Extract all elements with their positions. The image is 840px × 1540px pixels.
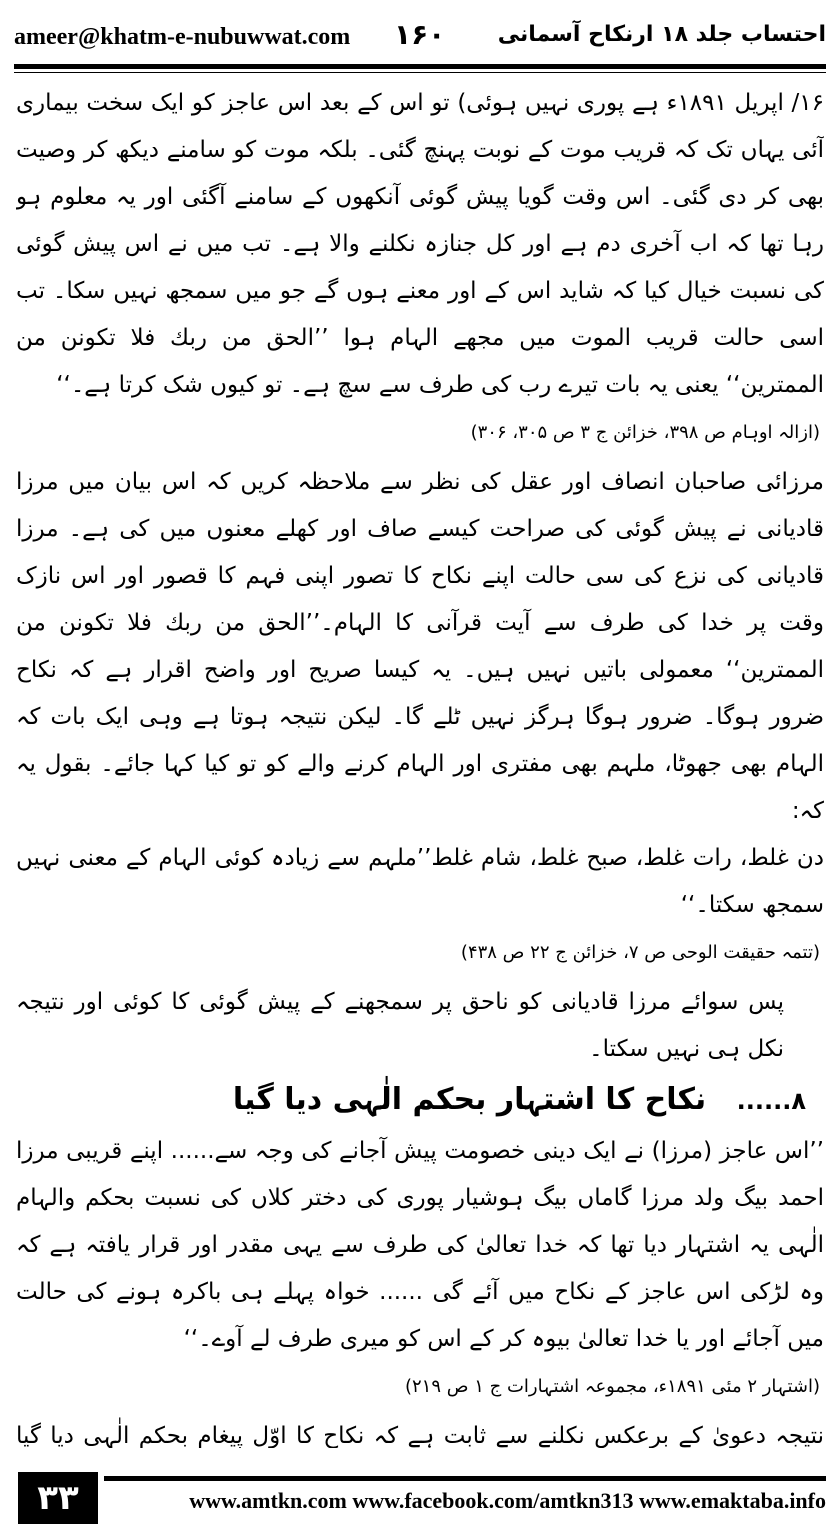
reference-1: (ازالہ اوہام ص ۳۹۸، خزائن ج ۳ ص ۳۰۵، ۳۰۶)	[470, 422, 820, 443]
header-book-title: احتساب جلد ۱۸ ارنکاح آسمانی	[497, 22, 826, 47]
paragraph-3: پس سوائے مرزا قادیانی کو ناحق پر سمجھنے کے پیش گوئی کا کوئی اور نتیجہ نکل ہی نہیں سکتا۔	[16, 989, 784, 1062]
paragraph-2: مرزائی صاحبان انصاف اور عقل کی نظر سے ملاحظہ کریں کہ اس بیان میں مرزا قادیانی نے پیش گوئی کی صراحت کیسے صاف اور کھلے معنوں میں کی ہے۔ مرزا قادیانی کی نزع کی سی حالت اپنے نکاح کا تصور اپنی فہم کا قصور اور اس نازک وقت پر خدا کی طرف سے آیت قرآنی کا الہام۔’’الحق من ربك فلا تكونن من الممترين‘‘ معمولی باتیں نہیں ہیں۔ یہ کیسا صریح اور واضح اقرار ہے کہ نکاح ضرور ہوگا۔ ضرور ہوگا ہرگز نہیں ٹلے گا۔ لیکن نتیجہ ہوتا ہے وہی ایک بات کہ الہام بھی جھوٹا، ملہم بھی مفتری اور الہام کرنے والے کو تو کیا کہا جائے۔ بقول یہ کہ:	[16, 469, 824, 824]
footer-page-number: ۳۳	[18, 1472, 98, 1524]
footer-links: www.amtkn.com www.facebook.com/amtkn313 www.emaktaba.info	[189, 1488, 826, 1513]
header-rule-thin	[14, 72, 826, 73]
section-number: ۸......	[736, 1087, 806, 1115]
reference-3: (اشتہار ۲ مئی ۱۸۹۱ء، مجموعہ اشتہارات ج ۱ ص ۲۱۹)	[404, 1376, 820, 1397]
page-footer	[14, 1462, 826, 1532]
section-heading	[16, 1073, 824, 1128]
section-title: نکاح کا اشتہار بحکم الٰہی دیا گیا	[232, 1082, 707, 1117]
paragraph-5: نتیجہ دعویٰ کے برعکس نکلنے سے ثابت ہے کہ نکاح کا اوّل پیغام بحکم الٰہی دیا گیا	[16, 1423, 824, 1448]
paragraph-4: ’’اس عاجز (مرزا) نے ایک دینی خصومت پیش آجانے کی وجہ سے...... اپنے قریبی مرزا احمد بیگ ولد مرزا گاماں بیگ ہوشیار پوری کی دختر کلاں کی نسبت بحکم والہام الٰہی یہ اشتہار دیا تھا کہ خدا تعالیٰ کی طرف سے یہی مقدر اور قرار یافتہ ہے کہ وہ لڑکی اس عاجز کے نکاح میں آئے گی ...... خواہ پہلے ہی باکرہ ہونے کی حالت میں آجائے اور یا خدا تعالیٰ بیوہ کر کے اس کو میری طرف لے آوے۔‘‘	[16, 1138, 824, 1352]
header-page-number: ۱۶۰	[394, 18, 446, 51]
page-header	[14, 18, 826, 58]
header-email: ameer@khatm-e-nubuwwat.com	[14, 24, 351, 50]
page-body	[16, 80, 824, 1448]
header-rule-thick	[14, 64, 826, 69]
reference-2: (تتمہ حقیقت الوحی ص ۷، خزائن ج ۲۲ ص ۴۳۸)	[460, 942, 820, 963]
quote-line: دن غلط، رات غلط، صبح غلط، شام غلط’’ملہم سے زیادہ کوئی الہام کے معنی نہیں سمجھ سکتا۔‘‘	[16, 845, 824, 918]
footer-rule	[104, 1476, 826, 1481]
paragraph-1: ۱۶/ اپریل ۱۸۹۱ء ہے پوری نہیں ہوئی) تو اس کے بعد اس عاجز کو ایک سخت بیماری آئی یہاں تک کہ قریب موت کے نوبت پہنچ گئی۔ بلکہ موت کو سامنے دیکھ کر وصیت بھی کر دی گئی۔ اس وقت گویا پیش گوئی آنکھوں کے سامنے آگئی اور یہ معلوم ہو رہا تھا کہ اب آخری دم ہے اور کل جنازہ نکلنے والا ہے۔ تب میں نے اس پیش گوئی کی نسبت خیال کیا کہ شاید اس کے اور معنے ہوں گے جو میں سمجھ نہیں سکا۔ تب اسی حالت قریب الموت میں مجھے الہام ہوا ’’الحق من ربك فلا تكونن من الممترين‘‘ یعنی یہ بات تیرے رب کی طرف سے سچ ہے۔ تو کیوں شک کرتا ہے۔‘‘	[16, 90, 824, 398]
